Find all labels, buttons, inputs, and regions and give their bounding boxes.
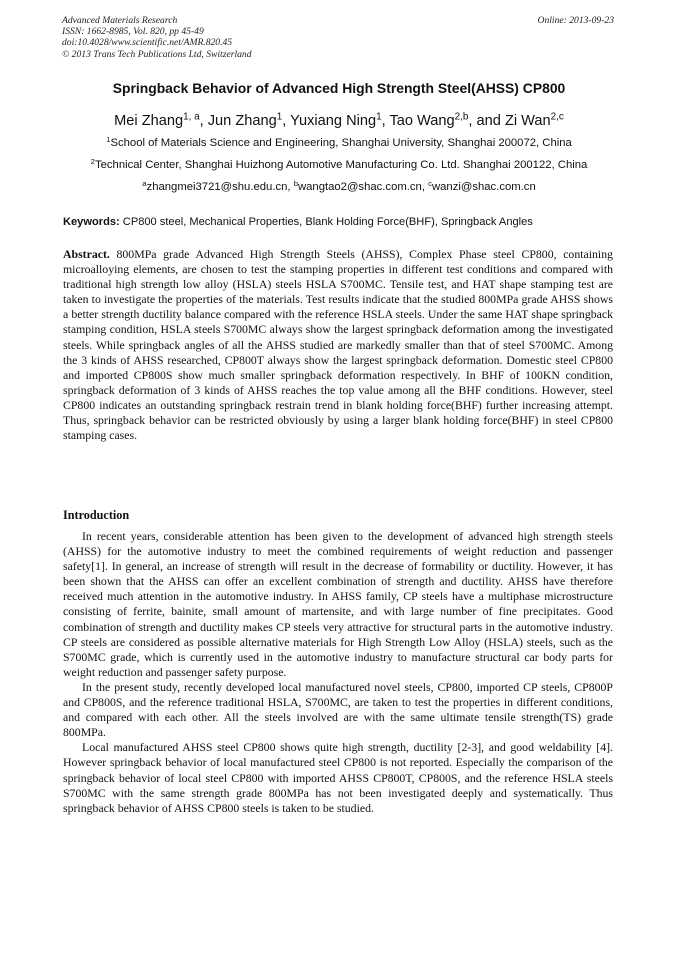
- keywords-label: Keywords:: [63, 216, 120, 228]
- email-mark: a: [142, 178, 147, 188]
- email-address[interactable]: wanzi@shac.com.cn: [431, 181, 536, 193]
- journal-name: Advanced Materials Research: [62, 15, 178, 26]
- author-list: [40, 113, 638, 129]
- introduction-heading: Introduction: [63, 508, 130, 522]
- email-mark: b: [293, 178, 298, 188]
- author-affiliation-mark: 1: [376, 111, 382, 123]
- author-name: Yuxiang Ning: [290, 113, 377, 129]
- author-separator: ,: [381, 113, 390, 129]
- author-affiliation-mark: 2,c: [550, 111, 564, 123]
- abstract: [63, 247, 613, 443]
- author-name: Zi Wan: [504, 113, 551, 129]
- author-affiliation-mark: 2,b: [454, 111, 469, 123]
- online-date: Online: 2013-09-23: [537, 15, 614, 26]
- email-address[interactable]: wangtao2@shac.com.cn,: [297, 181, 429, 193]
- paper-title: Springback Behavior of Advanced High Strength Steel(AHSS) CP800: [112, 80, 566, 96]
- doi-line: doi:10.4028/www.scientific.net/AMR.820.45: [62, 37, 233, 49]
- keywords: [63, 216, 623, 228]
- email-address[interactable]: zhangmei3721@shu.edu.cn,: [146, 181, 294, 193]
- introduction-body: [63, 529, 613, 816]
- affiliation-2: [30, 156, 648, 171]
- author: [389, 113, 504, 129]
- author-name: Tao Wang: [389, 113, 455, 129]
- paragraph: In recent years, considerable attention has been given to the development of advanced high strength steels (AHSS) for the automotive industry to meet the combined requirements of weight reduction and passenger safety[1]. In general, an increase of strength will result in the decrease of formability or ductility. However, it has been shown that the AHSS can offer an excellent combination of strength and ductility. AHSS have therefore received much attention in the automotive industry. In AHSS family, CP steels have a multiphase microstructure consisting of ferrite, bainite, small amount of martensite, and with large number of fine precipitates. Good combination of strength and ductility makes CP steels very attractive for structural parts in the automotive industry. CP steels are considered as possible alternative materials for High Strength Low Alloy (HSLA) steels, such as the S700MC grade, which is currently used in the automotive industry to manufacture structural car body parts for weight reduction and passenger safety purpose.: [63, 529, 613, 679]
- author-affiliation-mark: 1, a: [183, 111, 200, 123]
- author-name: Jun Zhang: [207, 113, 277, 129]
- email-mark: c: [428, 178, 432, 188]
- affiliation-text: School of Materials Science and Engineering, Shanghai University, Shanghai 200072, China: [110, 137, 572, 149]
- affiliation-mark: 1: [106, 134, 111, 144]
- author-affiliation-mark: 1: [276, 111, 283, 123]
- author: [290, 113, 389, 129]
- copyright-line: © 2013 Trans Tech Publications Ltd, Switzerland: [62, 48, 252, 60]
- paragraph: Local manufactured AHSS steel CP800 shows quite high strength, ductility [2-3], and good weldability [4]. However springback behavior of local manufactured steel CP800 is not reported. Especially the comparison of the springback behavior of local steel CP800 with imported AHSS CP800T, CP800S, and the reference HSLA steels S700MC with the same strength grade 800MPa has not been investigated deeply and systematically. Thus springback behavior of AHSS CP800 steels is taken to be studied.: [63, 740, 613, 815]
- abstract-label: Abstract.: [63, 247, 110, 261]
- author-separator: , and: [468, 113, 505, 129]
- paragraph: In the present study, recently developed local manufactured novel steels, CP800, imported CP steels, CP800P and CP800S, and the reference traditional HSLA, S700MC, are taken to test the properties in different conditions, and compared with each other. All the steels involved are with the same ultimate tensile strength(TS) grade 800MPa.: [63, 679, 613, 740]
- affiliation-1: [30, 134, 648, 149]
- author-name: Mei Zhang: [114, 113, 184, 129]
- issn-line: ISSN: 1662-8985, Vol. 820, pp 45-49: [62, 26, 204, 38]
- affiliation-mark: 2: [90, 156, 95, 166]
- author: [114, 113, 208, 129]
- journal-header: [62, 15, 614, 60]
- email-list: [30, 178, 648, 193]
- author: [208, 113, 290, 129]
- author: [505, 113, 564, 129]
- author-separator: ,: [199, 113, 208, 129]
- keywords-text: CP800 steel, Mechanical Properties, Blank Holding Force(BHF), Springback Angles: [119, 216, 533, 228]
- author-separator: ,: [282, 113, 291, 129]
- affiliation-text: Technical Center, Shanghai Huizhong Automotive Manufacturing Co. Ltd. Shanghai 200122, China: [94, 159, 588, 171]
- abstract-text: 800MPa grade Advanced High Strength Steels (AHSS), Complex Phase steel CP800, containing microalloying elements, are chosen to test the stamping properties in different test conditions and compared with traditional high strength low alloy (HSLA) steels HSLA S700MC. Tensile test, and HAT shape stamping test are taken to investigate the properties of the materials. Test results indicate that the studied 800MPa grade AHSS shows a better strength ductility balance compared with the reference HSLA steels. Under the same HAT shape springback stamping condition, HSLA steels S700MC always show the largest springback deformation among the investigated steels. While springback angles of all the AHSS studied are markedly smaller than that of steel S700MC. Among the 3 kinds of AHSS researched, CP800T always show the largest springback deformation. Domestic steel CP800 and imported CP800S show much smaller springback deformation respectively. In BHF of 100KN condition, springback deformation of 3 kinds of AHSS reaches the top value among all the BHF conditions. However, steel CP800 indicates an outstanding springback restrain trend in blank holding force(BHF) further increasing attempt. Thus, springback behavior can be restricted obviously by using a larger blank holding force(BHF) in steel CP800 stamping cases.: [63, 247, 613, 443]
